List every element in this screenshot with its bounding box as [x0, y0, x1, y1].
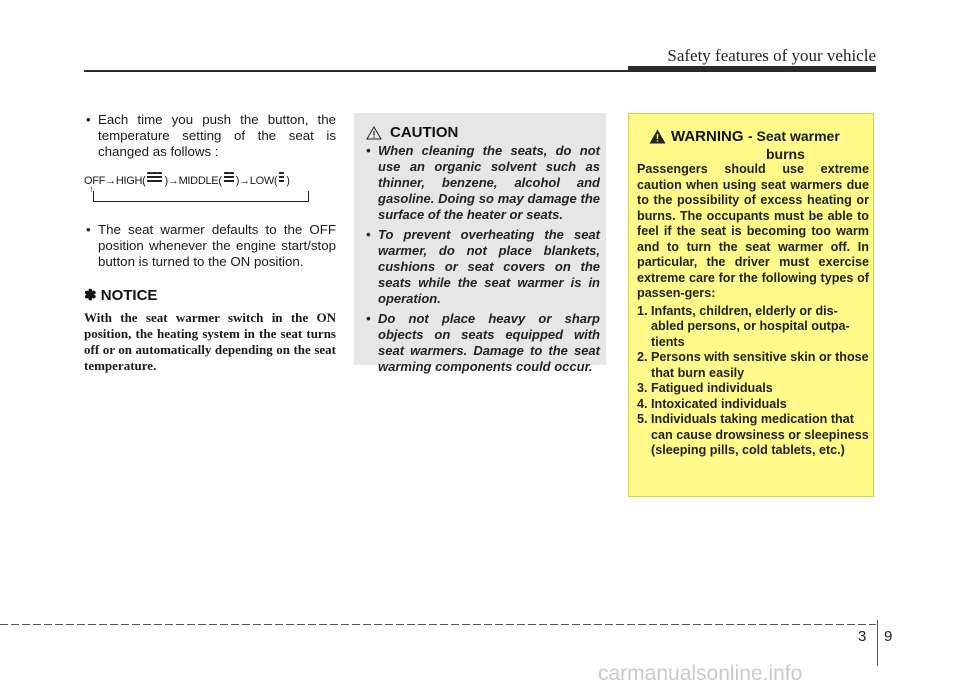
heat-level-2-icon: [224, 172, 234, 189]
caution-triangle-icon: [366, 126, 382, 140]
seq-arrow: →: [105, 174, 116, 187]
warning-list-item: 3. Fatigued individuals: [637, 381, 773, 395]
seq-arrow: →: [167, 174, 179, 187]
sequence-return-line: [93, 191, 309, 202]
page-number: 9: [884, 628, 893, 645]
caution-header: [366, 124, 458, 141]
caution-item: • Do not place heavy or sharp objects on seats equipped with seat warmers. Damage to the seat warming components could occur.: [366, 311, 600, 375]
notice-body: With the seat warmer switch in the ON position, the heating system in the seat turns off or on automatically depending on the seat temperature.: [84, 310, 336, 373]
warning-header: [649, 128, 869, 162]
page-number-separator: [877, 620, 878, 666]
bullet-temperature-setting: • Each time you push the button, the temperature setting of the seat is changed as follows :: [84, 112, 336, 160]
caution-title: CAUTION: [390, 124, 459, 141]
seq-middle: MIDDLE(: [178, 174, 222, 187]
warning-body: [637, 162, 869, 459]
caution-list: [366, 143, 600, 379]
warning-list: [637, 304, 869, 459]
caution-box: [354, 113, 606, 374]
seq-low: LOW(: [249, 174, 278, 187]
warning-subtitle-continued: burns: [766, 146, 805, 162]
warning-list-item: 1. Infants, children, elderly or dis-abled persons, or hospital outpa-tients: [637, 303, 850, 349]
footer-rule: [0, 624, 876, 625]
caution-item: • When cleaning the seats, do not use an organic solvent such as thinner, benzene, alcohol and gasoline. Doing so may damage the surface of the heater or seats.: [366, 143, 600, 223]
heat-level-3-icon: [147, 172, 162, 189]
watermark: carmanualsonline.info: [598, 662, 803, 685]
page-header-title: Safety features of your vehicle: [667, 46, 876, 65]
seq-high: HIGH(: [115, 174, 146, 187]
seq-off: OFF: [84, 174, 106, 187]
warning-box: [628, 113, 874, 497]
heat-level-1-icon: [279, 172, 284, 189]
warning-title: WARNING: [671, 128, 744, 145]
seq-close: ): [235, 174, 240, 187]
warning-text: Passengers should use extreme caution when using seat warmers due to the possibility of excess heating or burns. The occupants must be able to feel if the seat is becoming too warm and to turn the seat warmer off. In particular, the driver must exercise extreme care for the following types of passen-gers:: [637, 162, 869, 300]
notice-title: ✽ NOTICE: [84, 287, 158, 304]
warning-subtitle: - Seat warmer: [747, 128, 840, 144]
sequence-row: [84, 172, 290, 189]
temperature-sequence-diagram: [84, 172, 336, 212]
chapter-number: 3: [858, 628, 867, 645]
seq-arrow: →: [239, 174, 250, 187]
seq-close: ): [286, 174, 290, 187]
warning-list-item: 5. Individuals taking medication that can cause drowsiness or sleepiness (sleeping pills, cold tablets, etc.): [637, 412, 869, 457]
warning-triangle-icon: [649, 129, 666, 144]
warning-list-item: 2. Persons with sensitive skin or those that burn easily: [637, 350, 869, 380]
warning-list-item: 4. Intoxicated individuals: [637, 396, 787, 411]
left-column: [84, 112, 336, 374]
bullet-default-off: • The seat warmer defaults to the OFF position whenever the engine start/stop button is turned to the ON position.: [84, 222, 336, 270]
arrow-up-icon: ↑: [89, 184, 94, 194]
header-rule: [84, 70, 876, 72]
seq-close: ): [164, 174, 168, 187]
caution-item: • To prevent overheating the seat warmer, do not place blankets, cushions or seat covers on the seats while the seat warmer is in operation.: [366, 227, 600, 307]
